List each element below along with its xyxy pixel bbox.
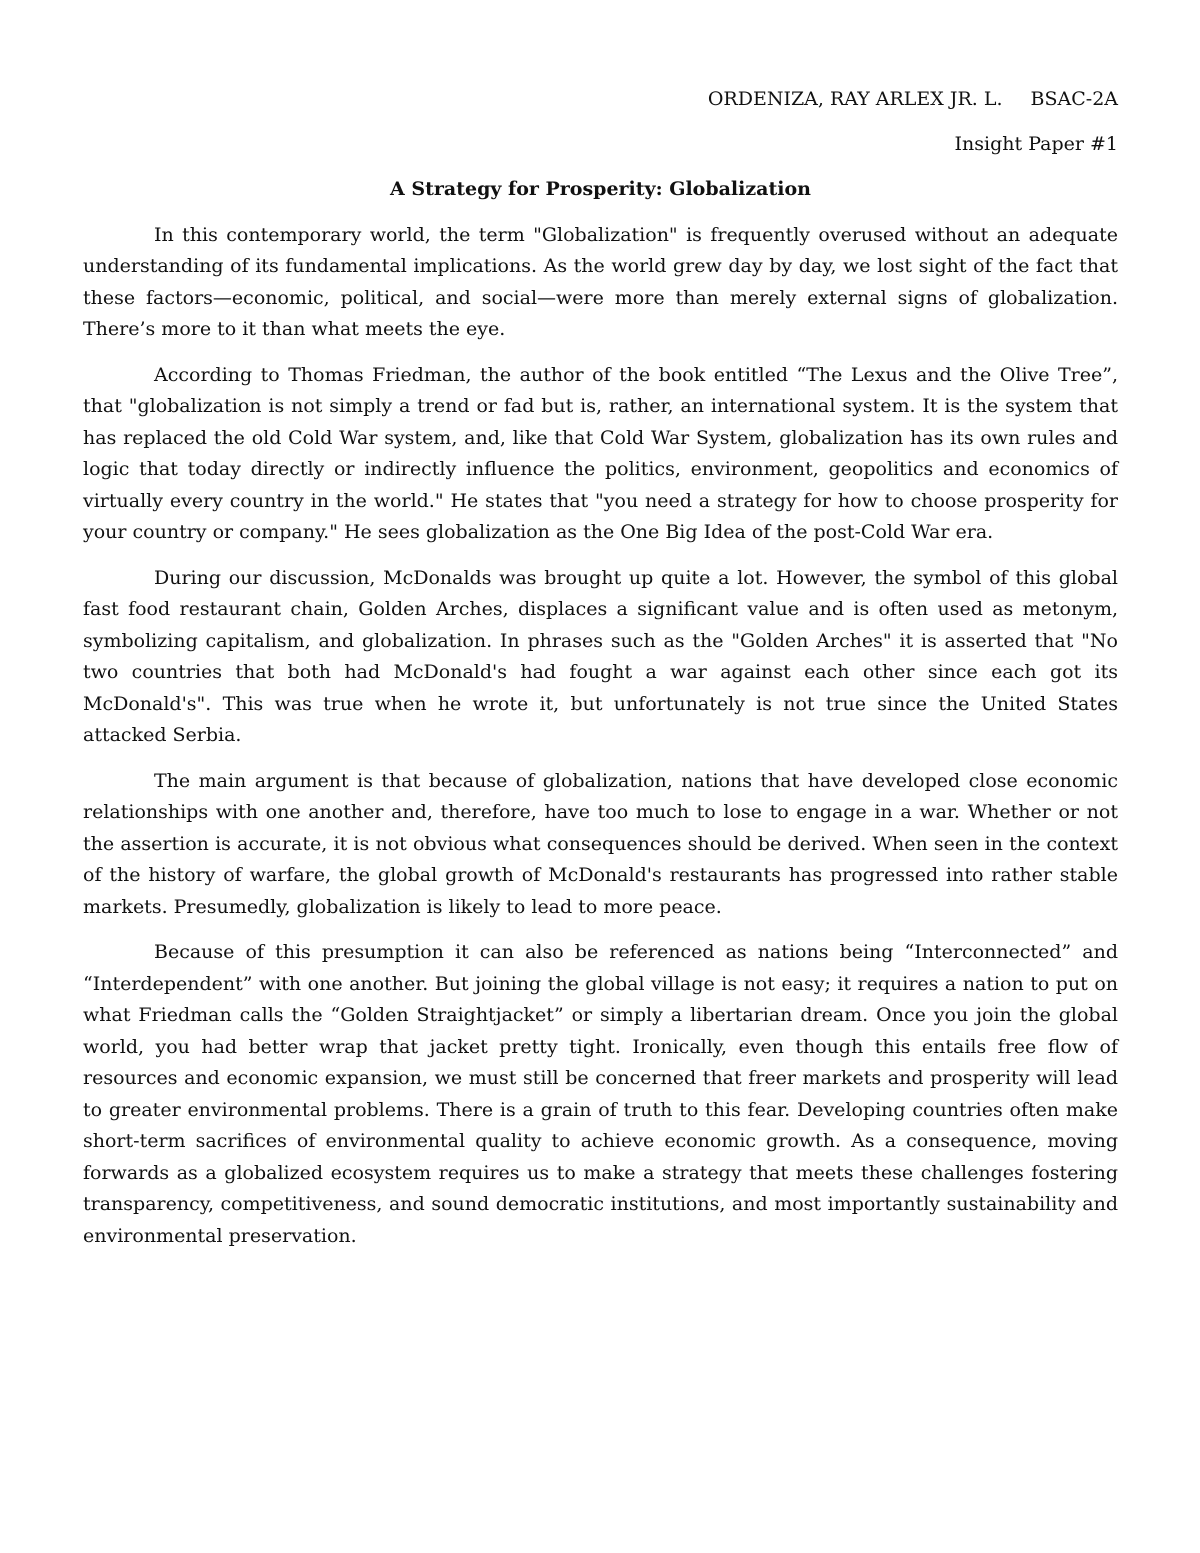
paragraph-5: Because of this presumption it can also be referenced as nations being “Interconnected” and “Interdependent” with one another. But joining the global village is not easy; it requires a nation to put on what Friedman calls the “Golden Straightjacket” or simply a libertarian dream. Once you join the global world, you had better wrap that jacket pretty tight. Ironically, even though this entails free flow of resources and economic expansion, we must still be concerned that freer markets and prosperity will lead to greater environmental problems. There is a grain of truth to this fear. Developing countries often make short-term sacrifices of environmental quality to achieve economic growth. As a consequence, moving forwards as a globalized ecosystem requires us to make a strategy that meets these challenges fostering transparency, competitiveness, and sound democratic institutions, and most importantly sustainability and environmental preservation.: [83, 941, 1118, 1247]
document-title: A Strategy for Prosperity: Globalization: [390, 178, 811, 200]
paragraph-2: According to Thomas Friedman, the author of the book entitled “The Lexus and the Olive Tree”, that "globalization is not simply a trend or fad but is, rather, an international system. It is the system that has replaced the old Cold War system, and, like that Cold War System, globalization has its own rules and logic that today directly or indirectly influence the politics, environment, geopolitics and economics of virtually every country in the world." He states that "you need a strategy for how to choose prosperity for your country or company." He sees globalization as the One Big Idea of the post-Cold War era.: [83, 363, 1118, 543]
section-code: BSAC-2A: [1030, 88, 1118, 110]
paragraph-4: The main argument is that because of globalization, nations that have developed close economic relationships with one another and, therefore, have too much to lose to engage in a war. Whether or not the assertion is accurate, it is not obvious what consequences should be derived. When seen in the context of the history of warfare, the global growth of McDonald's restaurants has progressed into rather stable markets. Presumedly, globalization is likely to lead to more peace.: [83, 769, 1118, 918]
paragraph-1: In this contemporary world, the term "Globalization" is frequently overused without an adequate understanding of its fundamental implications. As the world grew day by day, we lost sight of the fact that these factors—economic, political, and social—were more than merely external signs of globalization. There’s more to it than what meets the eye.: [83, 223, 1118, 340]
paragraph-3: During our discussion, McDonalds was brought up quite a lot. However, the symbol of this global fast food restaurant chain, Golden Arches, displaces a significant value and is often used as metonym, symbolizing capitalism, and globalization. In phrases such as the "Golden Arches" it is asserted that "No two countries that both had McDonald's had fought a war against each other since each got its McDonald's". This was true when he wrote it, but unfortunately is not true since the United States attacked Serbia.: [83, 566, 1118, 746]
paper-label: Insight Paper #1: [954, 132, 1118, 155]
author-header: [83, 84, 1118, 116]
author-name: ORDENIZA, RAY ARLEX JR. L.: [707, 88, 1003, 110]
document-page: [83, 84, 1118, 1252]
